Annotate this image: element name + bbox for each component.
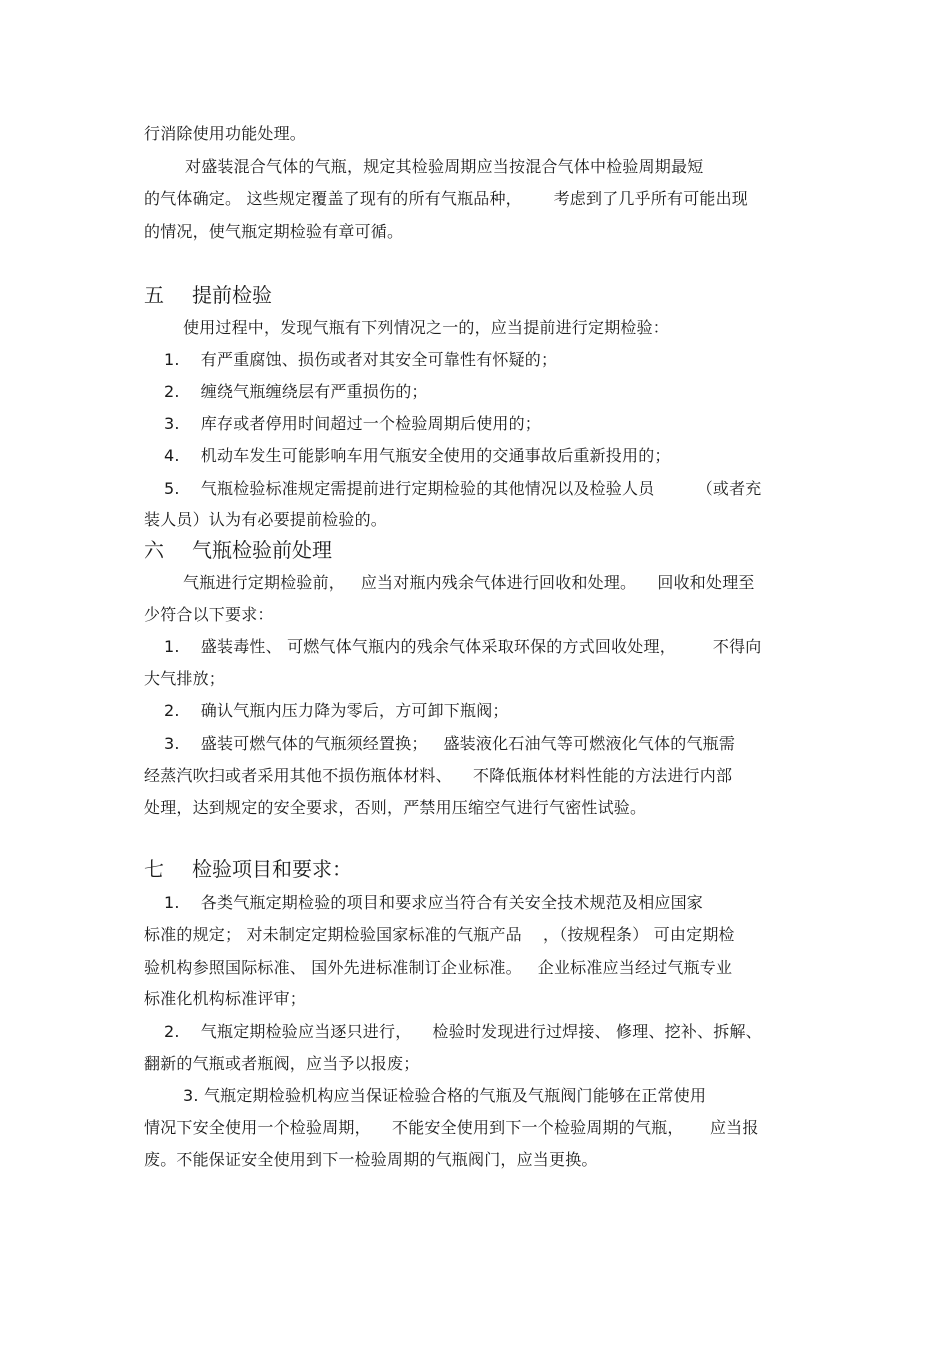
list-item-continuation: 大气排放；	[144, 669, 226, 688]
section-heading-6	[144, 537, 332, 563]
list-item: 2. 气瓶定期检验应当逐只进行， 检验时发现进行过焊接、 修理、挖补、拆解、	[164, 1022, 762, 1041]
list-item-continuation: 装人员）认为有必要提前检验的。	[144, 510, 388, 529]
list-item: 2. 确认气瓶内压力降为零后，方可卸下瓶阀；	[164, 701, 509, 720]
section-number: 六	[144, 538, 164, 562]
section-title: 气瓶检验前处理	[192, 538, 332, 562]
list-item-continuation: 标准化机构标准评审；	[144, 989, 307, 1008]
list-item-continuation: 经蒸汽吹扫或者采用其他不损伤瓶体材料、 不降低瓶体材料性能的方法进行内部	[144, 766, 733, 785]
text-line: 的气体确定。 这些规定覆盖了现有的所有气瓶品种， 考虑到了几乎所有可能出现	[144, 189, 749, 208]
list-item-continuation: 翻新的气瓶或者瓶阀，应当予以报废；	[144, 1054, 420, 1073]
list-item: 3. 盛装可燃气体的气瓶须经置换； 盛装液化石油气等可燃液化气体的气瓶需	[164, 734, 736, 753]
text-line: 少符合以下要求：	[144, 605, 274, 624]
text-line: 气瓶进行定期检验前， 应当对瓶内残余气体进行回收和处理。 回收和处理至	[183, 573, 755, 592]
section-title: 检验项目和要求：	[192, 857, 352, 881]
list-item: 1. 有严重腐蚀、损伤或者对其安全可靠性有怀疑的；	[164, 350, 558, 369]
section-heading-5	[144, 282, 272, 308]
text-line: 的情况，使气瓶定期检验有章可循。	[144, 222, 404, 241]
list-item: 5. 气瓶检验标准规定需提前进行定期检验的其他情况以及检验人员 （或者充	[164, 479, 762, 498]
text-line: 对盛装混合气体的气瓶，规定其检验周期应当按混合气体中检验周期最短	[185, 157, 704, 176]
section-title: 提前检验	[192, 283, 272, 307]
section-number: 七	[144, 857, 164, 881]
list-item-continuation: 情况下安全使用一个检验周期， 不能安全使用到下一个检验周期的气瓶， 应当报	[144, 1118, 759, 1137]
list-item-continuation: 废。不能保证安全使用到下一检验周期的气瓶阀门，应当更换。	[144, 1150, 598, 1169]
list-item-continuation: 处理，达到规定的安全要求，否则，严禁用压缩空气进行气密性试验。	[144, 798, 647, 817]
list-item: 1. 各类气瓶定期检验的项目和要求应当符合有关安全技术规范及相应国家	[164, 893, 704, 912]
list-item: 4. 机动车发生可能影响车用气瓶安全使用的交通事故后重新投用的；	[164, 446, 671, 465]
list-item-continuation: 标准的规定； 对未制定定期检验国家标准的气瓶产品 ，（按规程条） 可由定期检	[144, 925, 735, 944]
section-number: 五	[144, 283, 164, 307]
text-line: 行消除使用功能处理。	[144, 124, 307, 143]
list-item: 3. 库存或者停用时间超过一个检验周期后使用的；	[164, 414, 542, 433]
text-line: 使用过程中，发现气瓶有下列情况之一的，应当提前进行定期检验：	[183, 318, 670, 337]
list-item: 2. 缠绕气瓶缠绕层有严重损伤的；	[164, 382, 428, 401]
list-item-continuation: 验机构参照国际标准、 国外先进标准制订企业标准。 企业标准应当经过气瓶专业	[144, 958, 733, 977]
list-item: 1. 盛装毒性、 可燃气体气瓶内的残余气体采取环保的方式回收处理， 不得向	[164, 637, 762, 656]
list-item: 3. 气瓶定期检验机构应当保证检验合格的气瓶及气瓶阀门能够在正常使用	[183, 1086, 707, 1105]
section-heading-7	[144, 856, 352, 882]
